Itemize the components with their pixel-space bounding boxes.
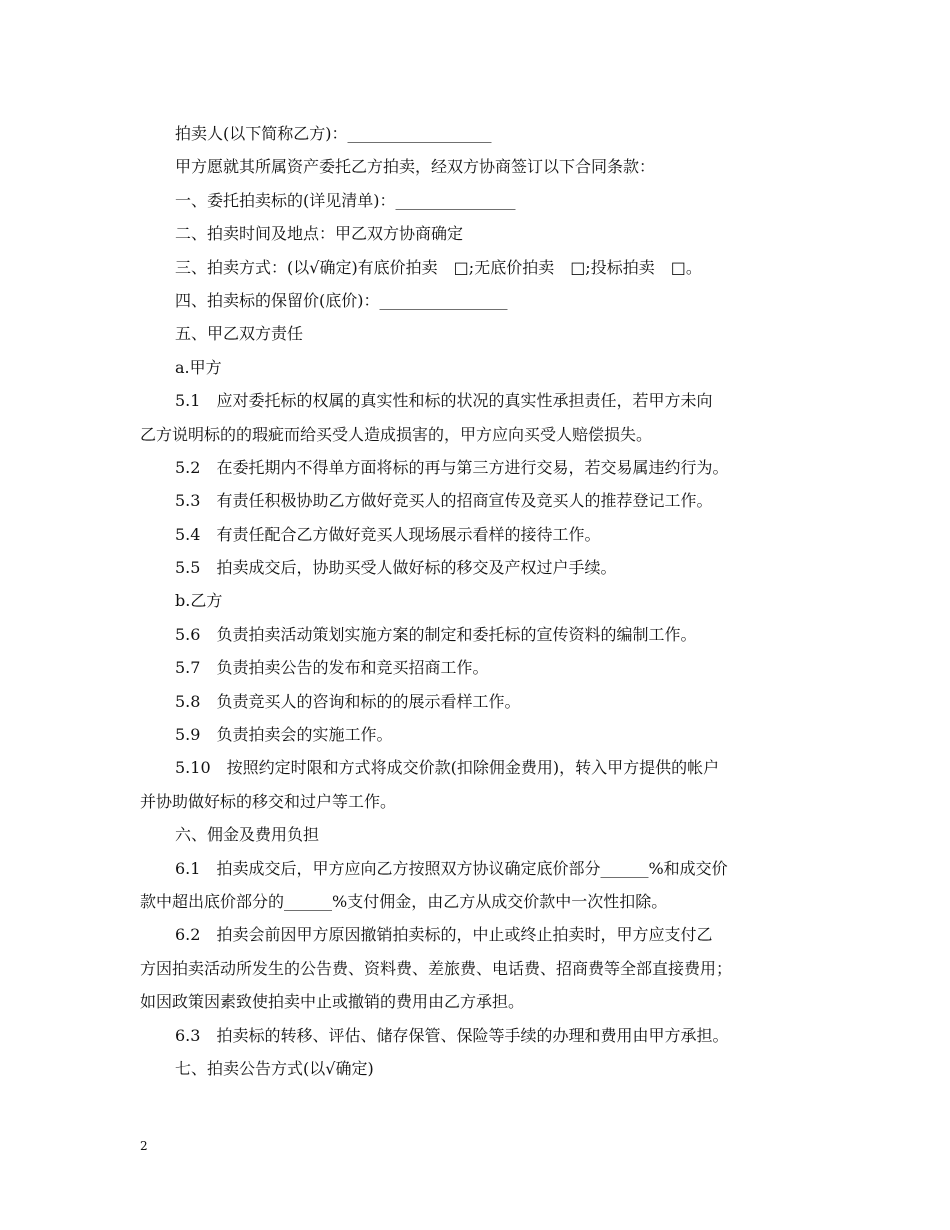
text-line: 方因拍卖活动所发生的公告费、资料费、差旅费、电话费、招商费等全部直接费用； <box>140 958 733 978</box>
text-line: 七、拍卖公告方式(以√确定) <box>175 1058 374 1078</box>
text-line: 5.4 有责任配合乙方做好竞买人现场展示看样的接待工作。 <box>175 524 601 544</box>
text-line: 5.8 负责竞买人的咨询和标的的展示看样工作。 <box>175 691 521 711</box>
text-line: 并协助做好标的移交和过户等工作。 <box>140 791 397 811</box>
text-line: a.甲方 <box>175 357 222 377</box>
text-line: 拍卖人(以下简称乙方)：__________________ <box>175 124 492 143</box>
text-line: 5.7 负责拍卖公告的发布和竞买招商工作。 <box>175 658 489 678</box>
text-line: 甲方愿就其所属资产委托乙方拍卖，经双方协商签订以下合同条款： <box>175 157 656 177</box>
text-line: 5.6 负责拍卖活动策划实施方案的制定和委托标的宣传资料的编制工作。 <box>175 624 697 644</box>
text-line: 6.1 拍卖成交后，甲方应向乙方按照双方协议确定底价部分______%和成交价 <box>175 858 728 878</box>
document-body <box>140 117 820 1085</box>
text-line: 二、拍卖时间及地点：甲乙双方协商确定 <box>175 224 464 244</box>
text-line: 乙方说明标的的瑕疵而给买受人造成损害的，甲方应向买受人赔偿损失。 <box>140 424 653 444</box>
text-line: 5.3 有责任积极协助乙方做好竞买人的招商宣传及竞买人的推荐登记工作。 <box>175 491 713 511</box>
text-line: 5.1 应对委托标的权属的真实性和标的状况的真实性承担责任，若甲方未向 <box>175 391 713 411</box>
text-line: 5.10 按照约定时限和方式将成交价款(扣除佣金费用)，转入甲方提供的帐户 <box>175 758 720 778</box>
text-line: b.乙方 <box>175 591 223 611</box>
text-line: 6.3 拍卖标的转移、评估、储存保管、保险等手续的办理和费用由甲方承担。 <box>175 1025 729 1045</box>
text-line: 三、拍卖方式：(以√确定)有底价拍卖 □;无底价拍卖 □;投标拍卖 □。 <box>175 257 702 277</box>
text-line: 六、佣金及费用负担 <box>175 825 320 845</box>
text-line: 五、甲乙双方责任 <box>175 324 304 344</box>
text-line: 款中超出底价部分的______%支付佣金，由乙方从成交价款中一次性扣除。 <box>140 891 668 911</box>
page-number: 2 <box>140 1139 148 1153</box>
text-line: 6.2 拍卖会前因甲方原因撤销拍卖标的，中止或终止拍卖时，甲方应支付乙 <box>175 925 713 945</box>
text-line: 5.5 拍卖成交后，协助买受人做好标的移交及产权过户手续。 <box>175 558 617 578</box>
text-line: 一、委托拍卖标的(详见清单)：_______________ <box>175 190 516 210</box>
text-line: 如因政策因素致使拍卖中止或撤销的费用由乙方承担。 <box>140 992 525 1012</box>
text-line: 5.9 负责拍卖会的实施工作。 <box>175 725 393 745</box>
text-line: 四、拍卖标的保留价(底价)：________________ <box>175 290 508 310</box>
text-line: 5.2 在委托期内不得单方面将标的再与第三方进行交易，若交易属违约行为。 <box>175 457 729 477</box>
